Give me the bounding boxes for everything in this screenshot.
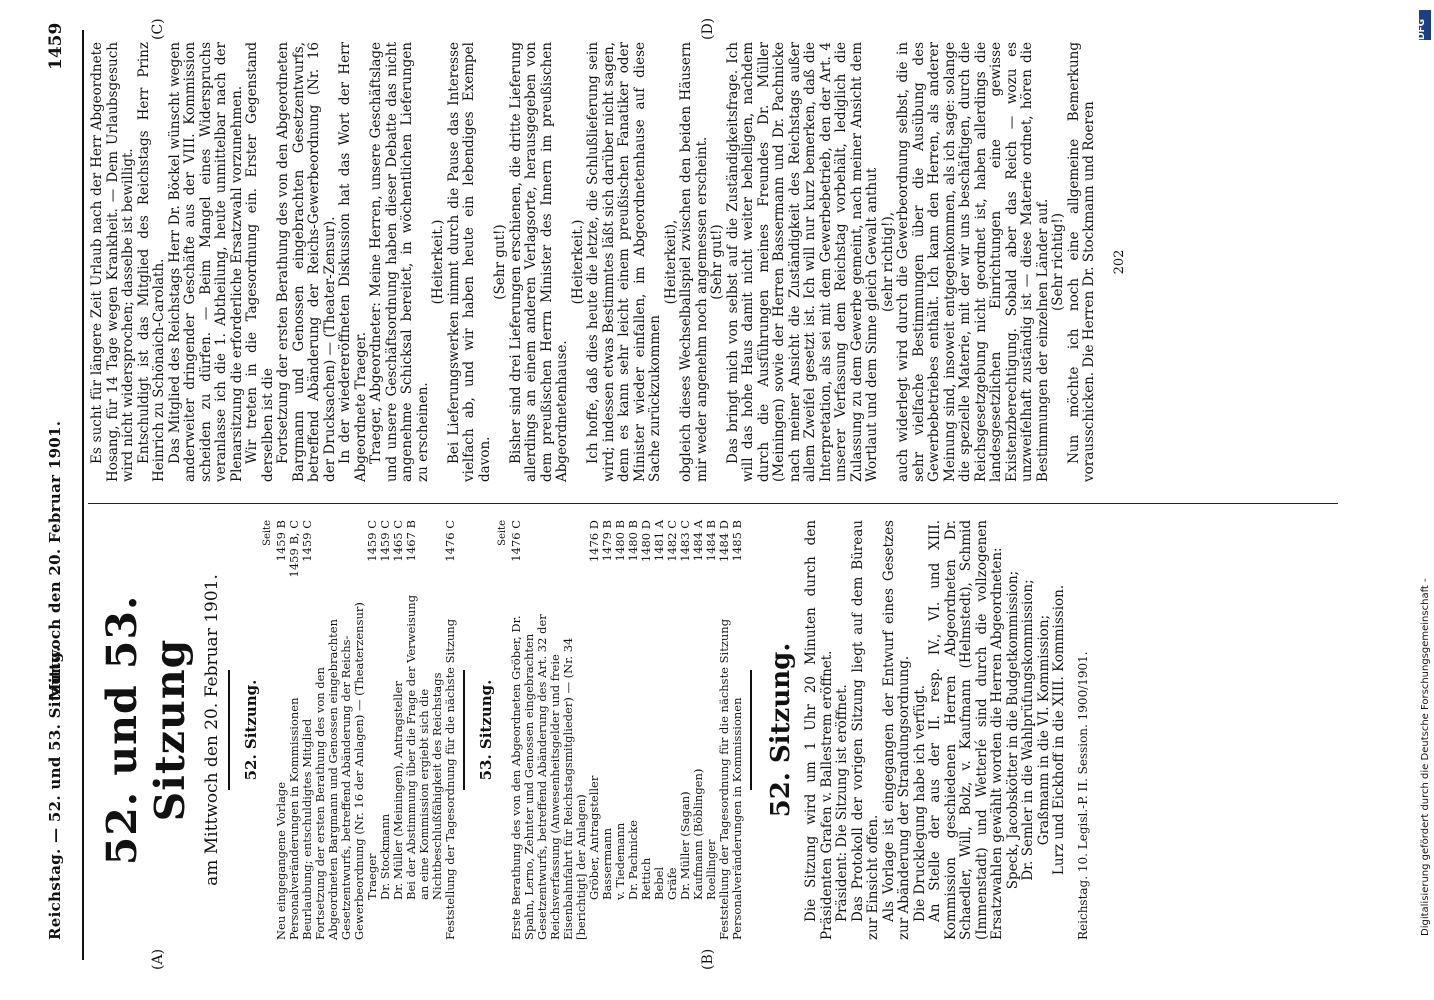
toc-entry-title: Feststellung der Tagesordnung für die nächste Sitzung bbox=[717, 618, 731, 940]
margin-mark-b: (B) bbox=[700, 948, 716, 970]
toc53-heading: 53. Sitzung. bbox=[477, 679, 495, 781]
toc-entry-page: 1459 C bbox=[378, 520, 392, 562]
margin-mark-c: (C) bbox=[150, 18, 166, 40]
toc-entry-title: Dr. Müller (Sagan) bbox=[678, 791, 692, 900]
toc-entry-page: 1476 C bbox=[443, 520, 457, 562]
header-left: Reichstag. — 52. und 53. Sitzung. bbox=[46, 646, 64, 940]
toc-entry-page: 1481 A bbox=[652, 520, 666, 562]
column-rule bbox=[88, 503, 1338, 504]
paragraph: Präsident: Die Sitzung ist eröffnet. bbox=[834, 684, 850, 922]
right-column-body bbox=[90, 42, 1098, 482]
header-rule bbox=[82, 30, 84, 960]
toc-entry-page: 1465 C bbox=[391, 520, 405, 562]
toc-entry-title: Personalveränderungen in Kommissionen bbox=[287, 697, 301, 940]
toc-entry-page: 1480 B bbox=[626, 520, 640, 562]
paragraph: Graßmann in die VI. Kommission; bbox=[1035, 614, 1052, 846]
toc-entry-page: 1459 C bbox=[300, 520, 314, 562]
paragraph: Traeger, Abgeordneter: Meine Herren, unsere Geschäftslage und unsere Geschäftsordnung haben dieser Debatte das nicht angenehme Schicksal bereitet, in wöchentlichen Lieferungen zu erscheinen. bbox=[368, 42, 431, 482]
digitization-note: Digitalisierung gefördert durch die Deutsche Forschungsgemeinschaft - bbox=[1420, 578, 1431, 936]
toc-entry bbox=[444, 520, 457, 940]
paragraph: Die Sitzung wird um 1 Uhr 20 Minuten durch den Präsidenten Grafen v. Ballestrem eröffnet. bbox=[803, 520, 835, 940]
toc52-list bbox=[275, 520, 457, 940]
toc-entry-title: Personalveränderungen in Kommissionen bbox=[730, 697, 744, 940]
toc-entry-title: v. Tiedemann bbox=[613, 822, 627, 900]
toc52-heading: 52. Sitzung. bbox=[242, 679, 260, 781]
page-subtitle: am Mittwoch den 20. Februar 1901. bbox=[202, 574, 222, 886]
toc-entry-page: 1484 D bbox=[717, 520, 731, 563]
margin-mark-a: (A) bbox=[150, 948, 166, 970]
toc-entry-title: Roellinger bbox=[704, 839, 718, 900]
toc-entry-title: Gräfe bbox=[665, 867, 679, 900]
paragraph: Es sucht für längere Zeit Urlaub nach der Herr Abgeordnete Hosang, für 14 Tage wegen Krankheit. — Dem Urlaubsgesuch wird nicht widersprochen; dasselbe ist bewilligt. bbox=[89, 42, 136, 482]
paragraph: Als Vorlage ist eingegangen der Entwurf eines Gesetzes zur Abänderung der Strandungsordnung. bbox=[880, 520, 912, 940]
toc-entry-title: Dr. Müller (Meiningen), Antragsteller bbox=[391, 681, 405, 900]
toc-entry-page: 1485 B bbox=[730, 520, 744, 562]
toc-entry-title: Dr. Pachnicke bbox=[626, 820, 640, 900]
toc-entry-page: 1480 B bbox=[613, 520, 627, 562]
toc-entry bbox=[314, 520, 366, 940]
left-column bbox=[90, 520, 1090, 940]
toc-entry-page bbox=[314, 520, 366, 578]
toc-entry-page: 1476 C bbox=[509, 520, 523, 562]
toc-entry-page: 1483 C bbox=[678, 520, 692, 562]
paragraph: auch widerlegt wird durch die Gewerbeordnung selbst, die in sehr vielfache Bestimmungen über die Ausübung des Gewerbebetriebes enthält. Ich kann den Herren, als anderer Meinung sind, insoweit entgegenkommen, als ich sage: solange die spezielle Materie, mit der wir uns beschäftigen, durch die Reichsgesetzgebung nicht geordnet ist, haben allerdings die landesgesetzlichen Einrichtungen eine gewisse Existenzberechtigung. Sobald aber das Reich — wozu es unzweifelhaft zuständig ist — diese Materie ordnet, hören die Bestimmungen der einzelnen Länder auf. bbox=[895, 42, 1051, 482]
page-title: 52. und 53. Sitzung bbox=[98, 594, 194, 866]
toc-entry-title: Beurlaubung; entschuldigtes Mitglied bbox=[300, 718, 314, 940]
paragraph: Dr. Semler in die Wahlprüfungskommission; bbox=[1020, 579, 1036, 881]
toc52-seite-label: Seite bbox=[262, 520, 273, 546]
paragraph: Die Drucklegung habe ich verfügt. bbox=[911, 684, 928, 922]
toc-entry-page: 1484 A bbox=[691, 520, 705, 562]
paragraph: (Heiterkeit.) bbox=[430, 219, 446, 305]
toc-entry-page: 1480 D bbox=[639, 520, 653, 563]
toc-entry-title: Neu eingegangene Vorlage bbox=[274, 781, 288, 940]
paragraph: (Sehr gut!) bbox=[709, 224, 725, 300]
paragraph: Wir treten in die Tagesordnung ein. Erster Gegenstand derselben ist die bbox=[244, 42, 276, 482]
paragraph: Speck, Jacobskötter in die Budgetkommission; bbox=[1004, 570, 1021, 890]
toc-entry-title: Bebel bbox=[652, 866, 666, 900]
toc-entry-page: 1459 B, C bbox=[287, 520, 301, 578]
toc-entry-page: 1482 C bbox=[665, 520, 679, 562]
toc-entry-title: Rettich bbox=[639, 857, 653, 900]
paragraph: Ich hoffe, daß dies heute die letzte, die Schlußlieferung sein wird; indessen etwas Bestimmtes läßt sich darüber nicht sagen, denn es kann sehr leicht einem preußischen Fanatiker oder Minister wieder einfallen, im Abgeordnetenhause auf diese Sache zurückzukommen bbox=[585, 42, 663, 482]
section-rule bbox=[750, 670, 752, 790]
toc-entry-title: Gröber, Antragsteller bbox=[587, 775, 601, 900]
paragraph: (Heiterkeit), bbox=[662, 219, 679, 305]
paragraph: Lurz und Eickhoff in die XIII. Kommission. bbox=[1051, 584, 1067, 876]
paragraph: (Sehr richtig!) bbox=[1050, 212, 1066, 312]
paragraph: An Stelle der aus der II. resp. IV., VI. und XIII. Kommission geschiedenen Herren Abgeordneten Dr. Schaedler, Will, Bolz, v. Kaufmann (Helmstedt), Schmid (Immenstadt) und Wetterlé sind durch die vollzogenen Ersatzwahlen gewählt worden die Herren Abgeordneten: bbox=[927, 520, 1005, 940]
toc-entry-page: 1476 D bbox=[587, 520, 601, 563]
toc-entry-page: 1479 B bbox=[600, 520, 614, 562]
session52-body bbox=[804, 520, 1068, 940]
dfg-logo bbox=[1419, 10, 1431, 40]
paragraph: (Sehr gut!) bbox=[492, 224, 508, 300]
paragraph: Das bringt mich von selbst auf die Zuständigkeitsfrage. Ich will das hohe Haus damit nicht weiter behelligen, nachdem durch die Ausführungen meines Freundes Dr. Müller (Meiningen) sowie der Herren Bassermann und Dr. Pachnicke nach meiner Ansicht die Zuständigkeit des Reichstags außer allem Zweifel gesetzt ist. Ich will nur kurz bemerken, daß die Interpretation, als sei mit dem Gewerbebetrieb, den der Art. 4 unserer Verfassung dem Reichstag vorbehält, lediglich die Zulassung zu dem Gewerbe gemeint, nach meiner Ansicht dem Wortlaut und dem Sinne gleich Gewalt anthut bbox=[724, 42, 880, 482]
paragraph: Bisher sind drei Lieferungen erschienen, die dritte Lieferung allerdings an einem anderen Verlagsorte, herausgegeben von dem preußischen Herrn Minister des Innern im preußischen Abgeordnetenhause. bbox=[507, 42, 570, 482]
signature-number: 202 bbox=[1111, 249, 1127, 275]
toc-entry-title: Kaufmann (Böblingen) bbox=[691, 768, 705, 900]
toc-entry bbox=[510, 520, 588, 940]
toc-entry-page: 1467 B bbox=[404, 520, 418, 562]
toc-entry bbox=[731, 520, 744, 940]
paragraph: obgleich dieses Wechselballspiel zwischen den beiden Häusern mir weder angenehm noch angemessen erscheint. bbox=[678, 42, 710, 482]
toc-entry-title: Fortsetzung der ersten Berathung des von den Abgeordneten Bargmann und Genossen eingebrachten Gesetzentwurfs, betreffend Abänderung der Reichs-Gewerbeordnung (Nr. 16 der Anlagen) — (Theaterzensur) bbox=[313, 602, 366, 940]
toc53-seite-label: Seite bbox=[497, 520, 508, 546]
toc-entry-page: 1459 B bbox=[274, 520, 288, 562]
toc-entry-title: Bei der Abstimmung über die Frage der Verweisung an eine Kommission ergiebt sich die Nichtbeschlußfähigkeit des Reichstags bbox=[404, 594, 444, 900]
session52-heading: 52. Sitzung. bbox=[766, 642, 796, 818]
title-rule bbox=[228, 670, 230, 790]
toc-entry-page: 1459 C bbox=[365, 520, 379, 562]
paragraph: Das Mitglied des Reichstags Herr Dr. Böckel wünscht wegen anderweiter dringender Geschäfte aus der VIII. Kommission scheiden zu dürfen. — Beim Mangel eines Widerspruchs veranlasse ich die 1. Abtheilung, heute unmittelbar nach der Plenarsitzung die erforderliche Ersatzwahl vorzunehmen. bbox=[166, 42, 245, 482]
paragraph: Das Protokoll der vorigen Sitzung liegt auf dem Büreau zur Einsicht offen. bbox=[849, 520, 881, 940]
header-date: Mittwoch den 20. Februar 1901. bbox=[46, 420, 64, 700]
toc-entry-title: Feststellung der Tagesordnung für die nächste Sitzung bbox=[443, 618, 457, 940]
right-column bbox=[90, 42, 1127, 482]
toc-entry-title: Erste Berathung des von den Abgeordneten Gröber, Dr. Spahn, Lerno, Zehnter und Genossen eingebrachten Gesetzentwurfs, betreffend Abänderung des Art. 32 der Reichsverfassung (Anwesenheitsgelder und freie Eisenbahnfahrt für Reichstagsmitglieder) — (Nr. 34 [berichtigt] der Anlagen) bbox=[509, 614, 588, 940]
paragraph: Entschuldigt ist das Mitglied des Reichstags Herr Prinz Heinrich zu Schönaich-Carolath. bbox=[135, 42, 167, 482]
dfg-logo-text: DFG bbox=[1417, 18, 1427, 40]
margin-mark-d: (D) bbox=[700, 17, 716, 40]
paragraph: (sehr richtig!), bbox=[879, 211, 896, 313]
toc-entry bbox=[405, 520, 444, 940]
toc-rule bbox=[463, 670, 465, 790]
toc-entry-title: Traeger bbox=[365, 853, 379, 900]
toc-entry-title: Dr. Stockmann bbox=[378, 813, 392, 900]
footer bbox=[1076, 520, 1090, 940]
paragraph: (Heiterkeit.) bbox=[569, 219, 586, 305]
paragraph: In der wiedereröffneten Diskussion hat das Wort der Herr Abgeordnete Traeger. bbox=[337, 42, 369, 482]
paragraph: Nun möchte ich noch eine allgemeine Bemerkung vorausschicken. Die Herren Dr. Stockmann und Roeren bbox=[1065, 42, 1097, 482]
page-number: 1459 bbox=[46, 22, 66, 70]
footer-left: Reichstag. 10. Legisl.-P. II. Session. 1900/1901. bbox=[1075, 651, 1090, 940]
toc-entry-page: 1484 B bbox=[704, 520, 718, 562]
toc53-list bbox=[510, 520, 744, 940]
paragraph: Bei Lieferungswerken nimmt durch die Pause das Interesse vielfach ab, und wir haben heute ein lebendiges Exempel davon. bbox=[445, 42, 493, 482]
side-annotation bbox=[1418, 6, 1432, 1000]
paragraph: Fortsetzung der ersten Berathung des von den Abgeordneten Bargmann und Genossen eingebrachten Gesetzentwurfs, betreffend Abänderung der Reichs-Gewerbeordnung (Nr. 16 der Drucksachen) — (Theater-Zensur). bbox=[275, 42, 338, 482]
toc-entry-title: Bassermann bbox=[600, 828, 614, 900]
running-header bbox=[0, 0, 66, 1000]
